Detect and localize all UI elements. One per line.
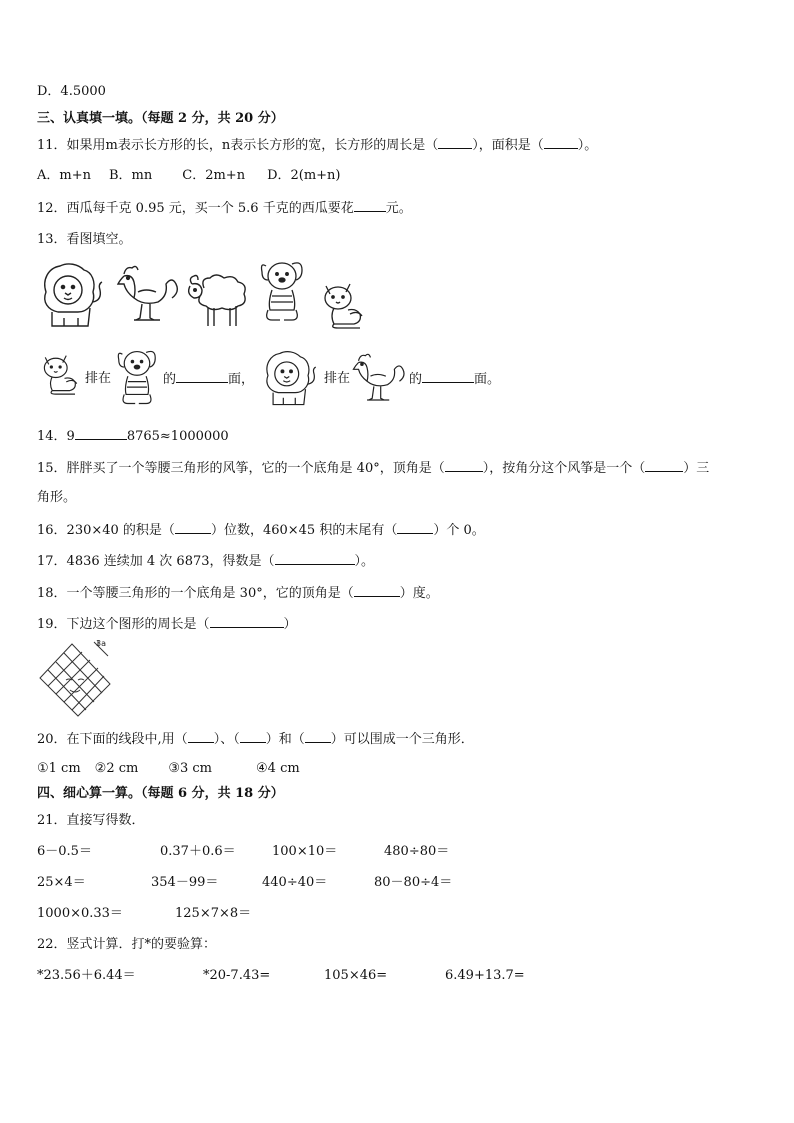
q18-text-b: ）度。: [399, 586, 439, 601]
question-16: [37, 521, 485, 540]
q21-r2-c2: 354－99＝: [151, 875, 219, 890]
question-14: [37, 427, 229, 446]
q20-blank-3[interactable]: [305, 730, 331, 743]
puppy-icon-small: [114, 347, 160, 409]
q20-option-2[interactable]: ②2 cm: [94, 761, 139, 776]
question-17: [37, 552, 374, 571]
q17-text-a: 17．4836 连续加 4 次 6873，得数是（: [37, 554, 275, 569]
q15-text-b: ），按角分这个风筝是一个（: [482, 461, 646, 476]
q20-text-a: 20．在下面的线段中,用（: [37, 732, 188, 747]
q21-r1-c4: 480÷80＝: [384, 844, 450, 859]
q22-item-1: *23.56＋6.44＝: [37, 968, 136, 983]
q13-blank-2[interactable]: [422, 370, 474, 383]
kitten-icon-small: [40, 350, 82, 398]
lion-icon-small: [260, 350, 322, 408]
q11-option-a[interactable]: A．m+n: [37, 168, 91, 183]
q12-blank[interactable]: [354, 199, 386, 212]
q14-blank[interactable]: [75, 427, 127, 440]
q13-de-1: 的: [163, 372, 177, 387]
q18-blank[interactable]: [354, 584, 400, 597]
q19-text-b: ）: [283, 617, 297, 632]
question-22: 22．竖式计算．打*的要验算：: [37, 937, 217, 952]
q18-text-a: 18．一个等腰三角形的一个底角是 30°，它的顶角是（: [37, 586, 354, 601]
q17-blank[interactable]: [275, 552, 355, 565]
q15-blank-type[interactable]: [645, 459, 683, 472]
puppy-icon: [258, 258, 306, 326]
q11-blank-perimeter[interactable]: [438, 136, 472, 149]
q12-text-b: 元。: [385, 201, 412, 216]
q21-r1-c3: 100×10＝: [272, 844, 338, 859]
q11-option-c[interactable]: C．2m+n: [182, 168, 246, 183]
q11-option-b[interactable]: B．mn: [108, 168, 153, 183]
q22-item-3: 105×46=: [324, 968, 388, 983]
q16-text-b: ）位数，460×45 积的末尾有（: [210, 523, 398, 538]
question-12: [37, 199, 412, 218]
q15-text-c: ）三: [683, 461, 710, 476]
q21-r2-c4: 80－80÷4＝: [374, 875, 453, 890]
q10-option-d: D．4.5000: [37, 84, 106, 99]
q13-blank-1[interactable]: [176, 370, 228, 383]
section3-title: 三、认真填一填。（每题 2 分，共 20 分）: [37, 111, 284, 126]
q16-text-c: ）个 0。: [433, 523, 485, 538]
q22-item-2: *20-7.43=: [203, 968, 271, 983]
question-15: [37, 459, 709, 478]
rooster-icon: [114, 262, 182, 324]
q13-line-1: [163, 370, 254, 389]
q21-r1-c2: 0.37＋0.6＝: [160, 844, 236, 859]
q20-options: [37, 760, 326, 778]
q21-r3-c2: 125×7×8＝: [175, 906, 252, 921]
q12-text-a: 12．西瓜每千克 0.95 元，买一个 5.6 千克的西瓜要花: [37, 201, 354, 216]
q15-text-a: 15．胖胖买了一个等腰三角形的风筝，它的一个底角是 40°，顶角是（: [37, 461, 445, 476]
q15-blank-apex[interactable]: [445, 459, 483, 472]
question-13: 13．看图填空。: [37, 232, 132, 247]
q13-mian-1: 面，: [228, 372, 255, 387]
question-21: 21．直接写得数．: [37, 813, 145, 828]
q20-option-3[interactable]: ③3 cm: [168, 761, 213, 776]
q20-text-d: ）可以围成一个三角形．: [330, 732, 474, 747]
q16-text-a: 16．230×40 的积是（: [37, 523, 175, 538]
q20-option-4[interactable]: ④4 cm: [256, 761, 300, 776]
q21-r3-c1: 1000×0.33＝: [37, 906, 123, 921]
section4-title: 四、细心算一算。（每题 6 分，共 18 分）: [37, 786, 284, 801]
q15-text-d: 角形。: [37, 490, 77, 505]
q14-text-b: 8765≈1000000: [126, 429, 229, 444]
q11-text-c: ）。: [577, 138, 598, 153]
rooster-icon-small: [350, 350, 408, 404]
q13-de-2: 的: [409, 372, 423, 387]
q11-blank-area[interactable]: [544, 136, 578, 149]
q14-text-a: 14．9: [37, 429, 75, 444]
q11-text-a: 11．如果用m表示长方形的长，n表示长方形的宽，长方形的周长是（: [37, 138, 439, 153]
q21-r1-c1: 6－0.5＝: [37, 844, 92, 859]
q11-text-b: ），面积是（: [472, 138, 544, 153]
q16-blank-digits[interactable]: [175, 521, 211, 534]
q19-text-a: 19．下边这个图形的周长是（: [37, 617, 210, 632]
q11-option-d[interactable]: D．2(m+n): [267, 168, 341, 183]
q20-text-c: ）和（: [265, 732, 305, 747]
q19-blank[interactable]: [210, 615, 284, 628]
q20-option-1[interactable]: ①1 cm: [37, 761, 81, 776]
q11-options: [37, 167, 367, 185]
lion-icon: [38, 262, 108, 330]
question-18: [37, 584, 439, 603]
q16-blank-zeros[interactable]: [397, 521, 433, 534]
q13-paiz-2: 排在: [324, 371, 351, 386]
sheep-icon: [186, 268, 252, 330]
q20-blank-1[interactable]: [188, 730, 214, 743]
q19-figure-label: 3a: [96, 639, 106, 648]
q21-r2-c1: 25×4＝: [37, 875, 86, 890]
kitten-icon: [320, 280, 368, 330]
question-20: [37, 730, 474, 749]
q19-diamond-grid-figure: [38, 638, 112, 718]
q20-text-b: ）、（: [213, 732, 240, 747]
q21-r2-c3: 440÷40＝: [262, 875, 328, 890]
question-11: [37, 136, 597, 155]
q13-mian-2: 面。: [474, 372, 501, 387]
q20-blank-2[interactable]: [240, 730, 266, 743]
q13-line-2: [409, 370, 500, 389]
question-19: [37, 615, 297, 634]
q17-text-b: ）。: [354, 554, 375, 569]
q13-paiz-1: 排在: [85, 371, 112, 386]
q22-item-4: 6.49+13.7=: [445, 968, 525, 983]
